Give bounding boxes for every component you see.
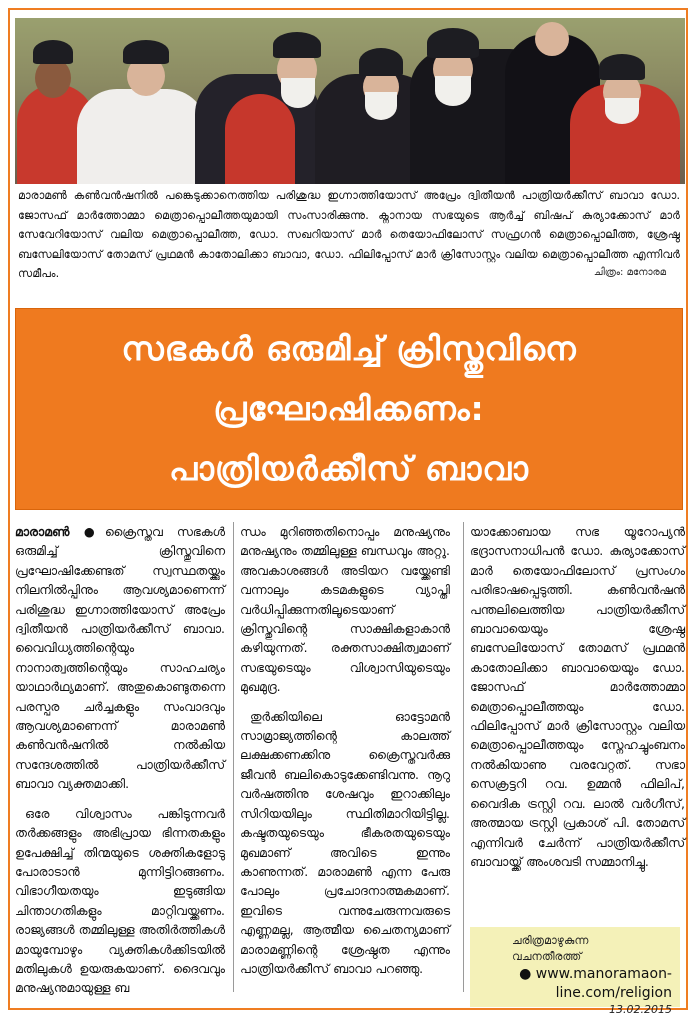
headline-box	[15, 308, 683, 510]
dateline: മാരാമൺ ●	[15, 524, 105, 539]
headline-line-1: സഭകൾ ഒരുമിച്ച് ക്രിസ്തുവിനെ	[121, 329, 577, 368]
photo-caption: മാരാമൺ കൺവൻഷനിൽ പങ്കെടുക്കാനെത്തിയ പരിശുദ്ധ ഇഗ്നാത്തിയോസ് അപ്രേം ദ്വിതീയൻ പാത്രിയർക്കീസ് ബാവാ ഡോ. ജോസഫ് മാർത്തോമ്മാ മെത്രാപ്പൊലീത്തയുമായി സംസാരിക്കുന്നു. ക്നാനായ സഭയുടെ ആർച്ച് ബിഷപ് കുര്യാക്കോസ് മാർ സേവേറിയോസ് വലിയ മെത്രാപ്പൊലീത്ത, ഡോ. സഖറിയാസ് മാർ തെയോഫിലോസ് സഫ്രഗൻ മെത്രാപ്പൊലീത്ത, ശ്രേഷ്ഠ ബസേലിയോസ് തോമസ് പ്രഥമൻ കാതോലിക്കാ ബാവാ, ഡോ. ഫിലിപ്പോസ് മാർ ക്രിസോസ്റ്റം വലിയ മെത്രാപ്പൊലീത്ത എന്നിവർ സമീപം.	[18, 189, 680, 280]
headline-line-2: പ്രഘോഷിക്കണം:	[213, 389, 485, 428]
article-paragraph: മാരാമൺ ●ക്രൈസ്തവ സഭകൾ ഒരുമിച്ച് ക്രിസ്തുവിനെ പ്രഘോഷിക്കേണ്ടത് സ്വസ്ഥതയ്ക്കും നിലനിൽപ്പിനും ആവശ്യമാണെന്ന് പരിശുദ്ധ ഇഗ്നാത്തിയോസ് അപ്രേം ദ്വിതീയൻ പാത്രിയർക്കീസ് ബാവാ. വൈവിധ്യത്തിന്റെയും നാനാത്വത്തിന്റെയും സാഹചര്യം യാഥാർഥ്യമാണ്. അതുകൊണ്ടുതന്നെ പരസ്പര ചർച്ചകളും സംവാദവും ആവശ്യമാണെന്ന് മാരാമൺ കൺവൻഷനിൽ നൽകിയ സന്ദേശത്തിൽ പാത്രിയർക്കീസ് ബാവാ വ്യക്തമാക്കി.	[15, 524, 225, 792]
promo-tagline-1: ചരിത്രമാഴുകുന്ന	[512, 934, 589, 947]
article-paragraph: യാക്കോബായ സഭ യൂറോപ്യൻ ഭദ്രാസനാധിപൻ ഡോ. കുര്യാക്കോസ് മാർ തെയോഫിലോസ് പ്രസംഗം പരിഭാഷപ്പെടുത്തി. കൺവൻഷൻ പന്തലിലെത്തിയ പാത്രിയർക്കീസ് ബാവായെയും ശ്രേഷ്ഠ ബസേലിയോസ് തോമസ് പ്രഥമൻ കാതോലിക്കാ ബാവായെയും ഡോ. ജോസഫ് മാർത്തോമ്മാ മെത്രാപ്പൊലീത്തയും ഡോ. ഫിലിപ്പോസ് മാർ ക്രിസോസ്റ്റം വലിയ മെത്രാപ്പൊലീത്തയും സ്നേഹച്ചുംബനം നൽകിയാണു വരവേറ്റത്. സഭാ സെക്രട്ടറി റവ. ഉമ്മൻ ഫിലിപ്, വൈദിക ട്രസ്റ്റി റവ. ലാൽ വർഗീസ്, അത്മായ ട്രസ്റ്റി പ്രകാശ് പി. തോമസ് എന്നിവർ ചേർന്ന് പാത്രിയർക്കീസ് ബാവായ്ക്ക് അംശവടി സമ്മാനിച്ചു.	[470, 524, 685, 869]
promo-url-line-2[interactable]: line.com/religion	[555, 985, 672, 1001]
column-divider	[463, 522, 464, 992]
publication-date: 13.02.2015	[609, 1003, 672, 1016]
article-column-1	[15, 522, 225, 1008]
article-column-2	[240, 522, 450, 988]
promo-url-line-1[interactable]: ● www.manoramaon-	[519, 966, 672, 982]
photo-credit: ചിത്രം: മനോരമ	[593, 267, 666, 278]
promo-box	[470, 927, 680, 1016]
headline-line-3: പാത്രിയർക്കീസ് ബാവാ	[169, 449, 529, 488]
news-photo	[15, 18, 685, 184]
promo-tagline-2: വചനതീരത്ത്	[512, 950, 582, 963]
column-divider	[233, 522, 234, 992]
article-paragraph: തുർക്കിയിലെ ഓട്ടോമൻ സാമ്രാജ്യത്തിന്റെ കാലത്ത് ലക്ഷക്കണക്കിനു ക്രൈസ്തവർക്കു ജീവൻ ബലികൊടുക്കേണ്ടിവന്നു. നൂറു വർഷത്തിനു ശേഷവും ഇറാക്കിലും സിറിയയിലും സ്ഥിതിമാറിയിട്ടില്ല. കഷ്ടതയുടെയും ഭീകരതയുടെയും മുഖമാണ് അവിടെ ഇന്നും കാണുന്നത്. മാരാമൺ എന്ന പേരു പോലും പ്രചോദനാത്മകമാണ്. ഇവിടെ വന്നുചേരുന്നവരുടെ എണ്ണമല്ല, ആത്മീയ ചൈതന്യമാണ് മാരാമണ്ണിന്റെ ശ്രേഷ്ഠത എന്നും പാത്രിയർക്കീസ് ബാവാ പറഞ്ഞു.	[240, 708, 450, 976]
article-paragraph: ഒരേ വിശ്വാസം പങ്കിടുന്നവർ തർക്കങ്ങളും അഭിപ്രായ ഭിന്നതകളും ഉപേക്ഷിച്ച് തിന്മയുടെ ശക്തികളോടു പോരാടാൻ മുന്നിട്ടിറങ്ങണം. വിഭാഗീയതയും ഇടുങ്ങിയ ചിന്താഗതികളും മാറ്റിവയ്ക്കണം. രാജ്യങ്ങൾ തമ്മിലുള്ള അതിർത്തികൾ മായുമ്പോഴും വ്യക്തികൾക്കിടയിൽ മതിലുകൾ ഉയരുകയാണ്. ദൈവവും മനുഷ്യനുമായുള്ള ബ	[15, 805, 225, 996]
article-column-3	[470, 522, 685, 881]
article-paragraph: ന്ധം മുറിഞ്ഞതിനൊപ്പം മനുഷ്യനും മനുഷ്യനും തമ്മിലുള്ള ബന്ധവും അറ്റു. അവകാശങ്ങൾ അടിയറ വയ്ക്കേണ്ടി വന്നാലും കടമകളുടെ വ്യാപ്തി വർധിപ്പിക്കുന്നതിലൂടെയാണ് ക്രിസ്തുവിന്റെ സാക്ഷികളാകാൻ കഴിയുന്നത്. രക്തസാക്ഷിത്വമാണ് സഭയുടെയും വിശ്വാസിയുടെയും മുഖമുദ്ര.	[240, 524, 450, 695]
